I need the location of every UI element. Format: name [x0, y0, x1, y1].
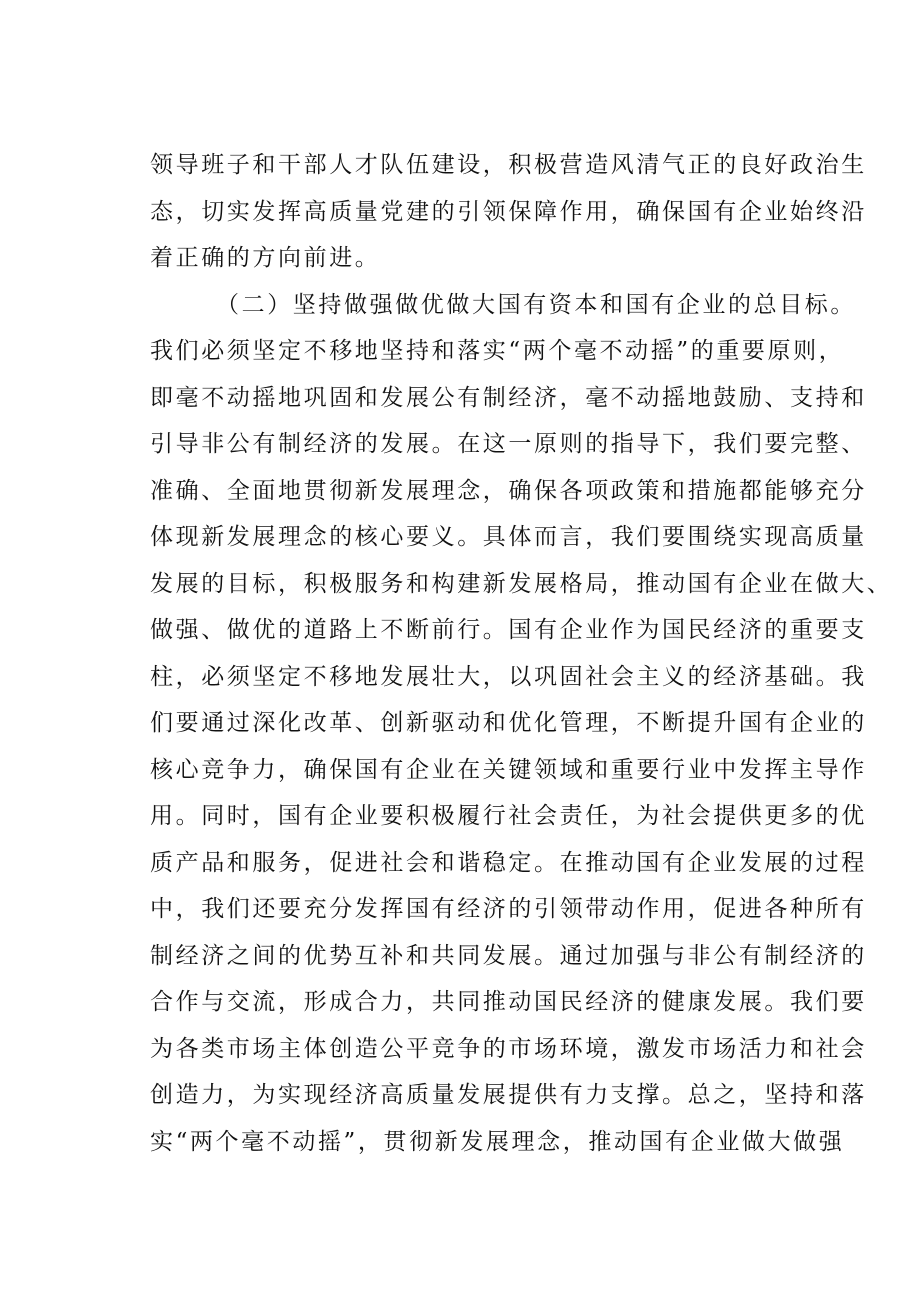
text-line: 实“两个毫不动摇”，贯彻新发展理念，推动国有企业做大做强: [150, 1128, 845, 1155]
text-line: 核心竞争力，确保国有企业在关键领域和重要行业中发挥主导作: [150, 756, 867, 783]
text-line: 做强、做优的道路上不断前行。国有企业作为国民经济的重要支: [150, 617, 867, 643]
text-line: 们要通过深化改革、创新驱动和优化管理，不断提升国有企业的: [150, 710, 867, 736]
text-line: 创造力，为实现经济高质量发展提供有力支撑。总之，坚持和落: [150, 1082, 867, 1108]
text-line: 柱，必须坚定不移地发展壮大，以巩固社会主义的经济基础。我: [150, 663, 867, 690]
text-line: 合作与交流，形成合力，共同推动国民经济的健康发展。我们要: [150, 989, 867, 1015]
text-line: 我们必须坚定不移地坚持和落实“两个毫不动摇”的重要原则，: [150, 338, 845, 364]
text-line: 准确、全面地贯彻新发展理念，确保各项政策和措施都能够充分: [150, 477, 867, 504]
text-line: 着正确的方向前进。: [150, 245, 381, 271]
section-heading: （二）坚持做强做优做大国有资本和国有企业的总目标。: [216, 291, 856, 318]
text-line: 体现新发展理念的核心要义。具体而言，我们要围绕实现高质量: [150, 524, 867, 550]
text-line: 领导班子和干部人才队伍建设，积极营造风清气正的良好政治生: [150, 152, 867, 178]
text-line: 引导非公有制经济的发展。在这一原则的指导下，我们要完整、: [150, 431, 867, 457]
body-text: [150, 142, 893, 1165]
text-line: 质产品和服务，促进社会和谐稳定。在推动国有企业发展的过程: [150, 849, 867, 876]
text-line: 态，切实发挥高质量党建的引领保障作用，确保国有企业始终沿: [150, 198, 867, 225]
text-line: 发展的目标，积极服务和构建新发展格局，推动国有企业在做大、: [150, 570, 893, 597]
text-line: 用。同时，国有企业要积极履行社会责任，为社会提供更多的优: [150, 803, 867, 829]
text-line: 制经济之间的优势互补和共同发展。通过加强与非公有制经济的: [150, 942, 867, 969]
text-line: 为各类市场主体创造公平竞争的市场环境，激发市场活力和社会: [150, 1035, 867, 1062]
text-line: 中，我们还要充分发挥国有经济的引领带动作用，促进各种所有: [150, 896, 867, 922]
text-line: 即毫不动摇地巩固和发展公有制经济，毫不动摇地鼓励、支持和: [150, 384, 867, 411]
